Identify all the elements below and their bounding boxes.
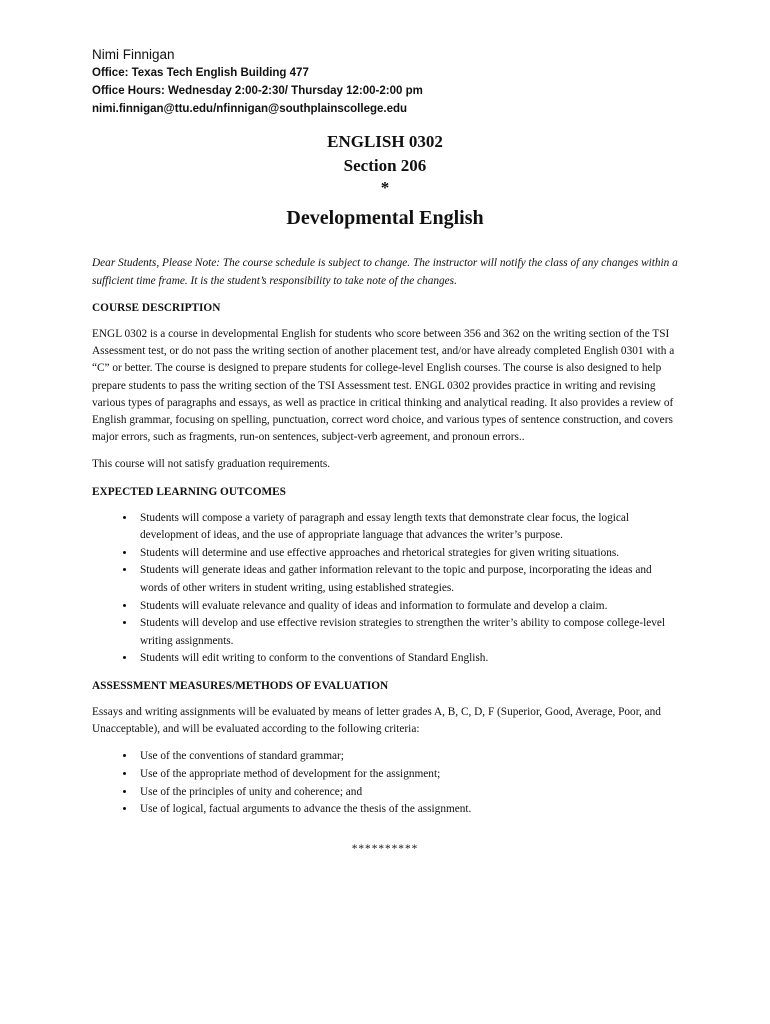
assessment-heading: ASSESSMENT MEASURES/METHODS OF EVALUATION — [92, 679, 389, 692]
assessment-paragraph: Essays and writing assignments will be evaluated by means of letter grades A, B, C, D, F (Superior, Good, Average, Poor, and Unacceptable), and will be evaluated according to the following criteria: — [92, 705, 661, 736]
office-location: Office: Texas Tech English Building 477 — [92, 67, 309, 79]
list-item: • Use of the appropriate method of development for the assignment; — [136, 766, 678, 784]
instructor-email: nimi.finnigan@ttu.edu/nfinnigan@southplainscollege.edu — [92, 103, 408, 115]
instructor-name: Nimi Finnigan — [92, 47, 175, 62]
outcomes-heading: EXPECTED LEARNING OUTCOMES — [92, 485, 286, 498]
title-block — [92, 130, 678, 232]
graduation-note: This course will not satisfy graduation requirements. — [92, 458, 331, 471]
office-hours: Office Hours: Wednesday 2:00-2:30/ Thursday 12:00-2:00 pm — [92, 85, 423, 97]
list-item: • Students will determine and use effective approaches and rhetorical strategies for given writing situations. — [136, 545, 678, 563]
list-item: • Students will edit writing to conform to the conventions of Standard English. — [136, 650, 678, 668]
list-item: • Students will generate ideas and gather information relevant to the topic and purpose, incorporating the ideas and words of other writers in student writing, using established strategies. — [136, 562, 678, 597]
section-divider-stars: ********** — [351, 842, 419, 855]
course-description-paragraph: ENGL 0302 is a course in developmental English for students who score between 356 and 362 on the writing section of the TSI Assessment test, or do not pass the writing section of another placement test, and/or have already completed English 0301 with a “C” or better. The course is designed to prepare students for college-level English courses. The course is also designed to help prepare students to pass the writing section of the TSI Assessment test. ENGL 0302 provides practice in writing and revising various types of paragraphs and essays, as well as practice in critical thinking and analytical reading. It also provides a review of English grammar, focusing on spelling, punctuation, correct word choice, and various types of sentence construction, and covers major errors, such as fragments, run-on sentences, subject-verb agreement, and pronoun errors.. — [92, 328, 675, 444]
list-item: • Students will compose a variety of paragraph and essay length texts that demonstrate clear focus, the logical development of ideas, and the use of appropriate language that advances the writer’s purpose. — [136, 510, 678, 545]
criteria-list — [92, 748, 678, 818]
outcomes-list — [92, 510, 678, 668]
course-description-heading: COURSE DESCRIPTION — [92, 302, 221, 314]
course-number: ENGLISH 0302 — [327, 132, 443, 151]
list-item: • Students will evaluate relevance and quality of ideas and information to formulate and develop a claim. — [136, 598, 678, 616]
instructor-header — [92, 46, 678, 118]
list-item: • Students will develop and use effective revision strategies to strengthen the writer’s ability to compose college-level writing assignments. — [136, 615, 678, 650]
course-title: Developmental English — [286, 207, 484, 229]
course-section: Section 206 — [343, 156, 427, 175]
list-item: • Use of the principles of unity and coherence; and — [136, 784, 678, 802]
title-separator: * — [380, 178, 390, 197]
list-item: • Use of logical, factual arguments to advance the thesis of the assignment. — [136, 801, 678, 819]
list-item: • Use of the conventions of standard grammar; — [136, 748, 678, 766]
schedule-note: Dear Students, Please Note: The course schedule is subject to change. The instructor will notify the class of any changes within a sufficient time frame. It is the student’s responsibility to take note of the changes. — [92, 257, 678, 287]
